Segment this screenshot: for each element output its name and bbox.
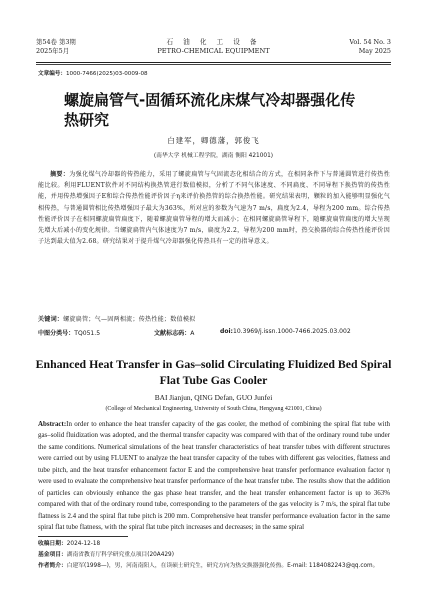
cn-keywords-label: 关键词： <box>38 316 64 323</box>
footnote-rule <box>38 536 128 537</box>
header-rule-thin <box>36 64 391 65</box>
cn-authors: 白建军，卿德藩，郭俊飞 <box>167 136 260 145</box>
doi-label: doi: <box>220 328 233 335</box>
clc-number <box>38 328 100 337</box>
header-right <box>349 38 391 56</box>
en-abstract-label: Abstract: <box>38 420 67 428</box>
header-date-cn: 2025年5月 <box>36 47 70 55</box>
footnote-received <box>38 540 390 549</box>
header-volume-cn: 第54卷 第3期 <box>36 38 76 46</box>
clc-value: TQ051.5 <box>74 330 101 337</box>
header-center <box>100 38 327 56</box>
article-number <box>38 69 148 77</box>
cn-keywords <box>38 314 390 325</box>
article-number-label: 文章编号： <box>38 71 66 77</box>
en-affiliation: (College of Mechanical Engineering, University of South China, Hengyang 421001, China) <box>105 406 322 412</box>
document-code <box>154 328 194 337</box>
header-date-en: May 2025 <box>358 47 391 55</box>
fund-text: 湖南省教育厅科学研究重点项目(20A429) <box>66 552 174 558</box>
header-journal-cn: 石 油 化 工 设 备 <box>166 38 261 46</box>
cn-title: 螺旋扁管气-固循环流化床煤气冷却器强化传热研究 <box>64 91 356 129</box>
header-volume-en: Vol. 54 No. 3 <box>349 38 391 46</box>
header-journal-en: PETRO-CHEMICAL EQUIPMENT <box>157 47 270 55</box>
en-abstract-text: In order to enhance the heat transfer capacity of the gas cooler, the method of combining the spiral flat tube with gas–solid fluidization was adopted, and the thermal transfer capacity was compared with that of the ordinary round tube under the same conditions. Numerical simulations of the heat transfer characteristics of heat transfer tubes with different structures were carried out by using FLUENT to analyze the heat transfer capacity of the tubes with different gas velocities, flatness and tube pitch, and the heat transfer enhancement factor E and the comprehensive heat transfer performance evaluation factor η were used to evaluate the comprehensive heat transfer performance of the heat transfer tube. The results show that the addition of particles can obviously enhance the gas phase heat transfer, and the heat transfer enhancement factor is up to 363% compared with that of the ordinary round tube, corresponding to the parameters of the gas velocity is 7 m/s, the spiral flat tube flatness is 2.4 and the spiral flat tube pitch is 200 mm. Comprehensive heat transfer performance evaluation factor in the same spiral flat tube flatness, with the spiral flat tube pitch increases and decreases; in the same spiral <box>38 420 390 532</box>
document-code-label: 文献标志码： <box>154 330 191 337</box>
en-authors: BAI Jianjun, QING Defan, GUO Junfei <box>154 393 273 402</box>
doi-value: 10.3969/j.issn.1000-7466.2025.03.002 <box>232 328 351 335</box>
header-left <box>36 38 76 56</box>
header-rule <box>36 62 391 63</box>
footnote-author <box>38 562 390 571</box>
cn-affiliation: (南华大学 机械工程学院，湖南 衡阳 421001) <box>153 153 274 159</box>
received-date: 2024-12-18 <box>66 541 101 547</box>
cn-keywords-text: 螺旋扁管；气—固两相流；传热性能；数值模拟 <box>63 316 196 323</box>
doi <box>220 328 351 335</box>
footnote-fund <box>38 551 390 560</box>
fund-label: 基金项目： <box>38 552 67 558</box>
cn-abstract <box>38 169 390 247</box>
article-number-value: 1000-7466(2025)03-0009-08 <box>65 71 148 77</box>
received-label: 收稿日期： <box>38 541 67 547</box>
en-title: Enhanced Heat Transfer in Gas–solid Circulating Fluidized Bed Spiral Flat Tube Gas Cooler <box>35 357 392 387</box>
author-bio-text: 白建军(1998—)，男，河南南阳人，在读硕士研究生，研究方向为热交换器强化传热。E-mail: 1184082243@qq.com。 <box>66 563 379 569</box>
cn-abstract-label: 摘要： <box>50 171 70 178</box>
cn-abstract-text: 为强化煤气冷却器的传热能力，采用了螺旋扁管与气固流态化相结合的方式，在相同条件下与普通圆管进行传热性能比较。利用FLUENT软件对不同结构换热管进行数值模拟，分析了不同气体速度、不同扁度、不同导程下换热管的传热性能，并用传热增强因子E和综合传热性能评价因子η来评价换热管的综合换热性能。研究结果表明，颗粒的加入能够明显强化气相传热，与普通圆管相比传热增强因子最大为363%，所对应的参数为气速为7 m/s，扁度为2.4，导程为200 mm。综合传热性能评价因子在相同螺旋扁管扁度下，随着螺旋扁管导程的增大而减小；在相同螺旋扁管导程下，随螺旋扁管扁度的增大呈现先增大后减小的变化规律。当螺旋扁管内气体速度为7 m/s，扁度为2.2，导程为200 mm时，热交换器的综合传热性能评价因子达到最大值为2.68。研究结果对于提升煤气冷却器强化传热具有一定的指导意义。 <box>38 171 391 246</box>
author-bio-label: 作者简介： <box>38 563 67 569</box>
en-abstract <box>38 419 390 534</box>
clc-label: 中图分类号： <box>38 330 75 337</box>
document-code-value: A <box>190 330 195 337</box>
